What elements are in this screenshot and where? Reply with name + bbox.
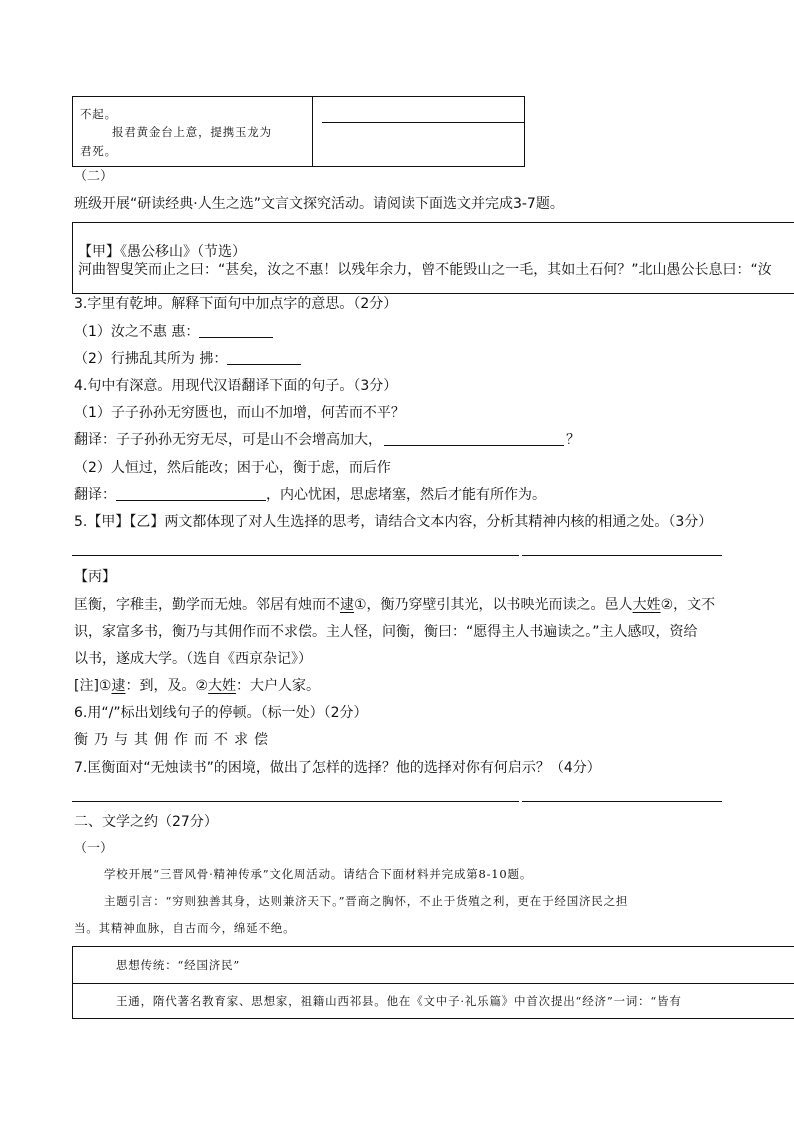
q7-heading: 7.匡衡面对“无烛读书”的困境，做出了怎样的选择？他的选择对你有何启示？（4分） xyxy=(74,760,601,776)
top-table-line1: 不起。 xyxy=(80,107,117,121)
note-underlined-dai: 逮 xyxy=(111,678,126,694)
top-table-divider xyxy=(312,96,313,167)
q3-item-1-text: （1）汝之不惠 惠： xyxy=(74,324,200,340)
bing-line-2: 识，家富多书，衡乃与其佣作而不求偿。主人怪，问衡，衡曰：“愿得主人书遍读之。”主人感叹，资给 xyxy=(74,624,698,640)
q4-item-1-translation xyxy=(74,430,580,450)
q3-item-1 xyxy=(74,322,273,342)
bing-text: ①，衡乃穿壁引其光，以书映光而读之。邑人 xyxy=(354,597,633,613)
section-label: （二） xyxy=(74,169,114,184)
part2-title: 二、文学之约（27分） xyxy=(74,814,218,830)
top-table-answer-line[interactable] xyxy=(322,122,524,123)
jia-title: 【甲】《愚公移山》（节选） xyxy=(78,244,246,260)
part2-quote-line2: 当。其精神血脉，自古而今，绵延不绝。 xyxy=(74,921,296,935)
q3-item-1-blank[interactable] xyxy=(199,323,273,338)
q6-heading: 6.用“/”标出划线句子的停顿。（标一处）（2分） xyxy=(74,705,368,721)
jia-text: 河曲智叟笑而止之曰：“甚矣，汝之不惠！以残年余力，曾不能毁山之一毛，其如土石何？”北山愚公长息曰：“汝 xyxy=(78,262,772,278)
q4-item-1-translation-end: ？ xyxy=(566,432,580,448)
q5-answer-line-2[interactable] xyxy=(522,555,722,556)
q7-answer-line-1[interactable] xyxy=(72,801,519,802)
bing-note xyxy=(74,676,320,696)
q4-item-1-translation-text: 翻译：子子孙孙无穷无尽，可是山不会增高加大， xyxy=(74,432,382,448)
q4-item-1-blank[interactable] xyxy=(384,431,564,446)
part2-quote-line1: 主题引言：“穷则独善其身，达则兼济天下。”晋商之胸怀，不止于货殖之利，更在于经国济民之担 xyxy=(104,894,629,908)
q5-heading: 5.【甲】【乙】两文都体现了对人生选择的思考，请结合文本内容，分析其精神内核的相通之处。（3分） xyxy=(74,514,713,530)
q4-item-2-translation-start: 翻译： xyxy=(74,487,116,503)
q3-item-2-blank[interactable] xyxy=(227,350,301,365)
tradition-title: 思想传统：“经国济民” xyxy=(116,958,241,972)
top-table-line2: 报君黄金台上意，提携玉龙为 xyxy=(112,125,272,139)
bing-underlined-dai: 逮 xyxy=(340,597,354,613)
q5-answer-line-1[interactable] xyxy=(72,555,519,556)
q4-item-2-translation xyxy=(74,485,546,505)
top-table-line3: 君死。 xyxy=(80,144,117,158)
bing-text: 匡衡，字稚圭，勤学而无烛。邻居有烛而不 xyxy=(74,597,340,613)
bing-title: 【丙】 xyxy=(74,569,116,585)
note-underlined-daxing: 大姓 xyxy=(208,678,237,694)
q4-item-2-blank[interactable] xyxy=(116,486,266,501)
bing-text: ②，文不 xyxy=(660,597,716,613)
bing-line-3: 以书，遂成大学。（选自《西京杂记》） xyxy=(74,651,312,667)
q4-heading: 4.句中有深意。用现代汉语翻译下面的句子。（3分） xyxy=(74,378,398,394)
note-text: ：大户人家。 xyxy=(236,678,321,694)
note-text: ：到，及。② xyxy=(125,678,209,694)
q4-item-2-translation-text: ，内心忧困，思虑堵塞，然后才能有所作为。 xyxy=(266,487,546,503)
q3-item-2-text: （2）行拂乱其所为 拂： xyxy=(74,351,228,367)
q7-answer-line-2[interactable] xyxy=(522,801,722,802)
q3-item-2 xyxy=(74,349,301,369)
tradition-box-divider xyxy=(72,983,794,984)
q3-heading: 3.字里有乾坤。解释下面句中加点字的意思。（2分） xyxy=(74,296,398,312)
part2-intro: 学校开展“三晋风骨·精神传承”文化周活动。请结合下面材料并完成第8-10题。 xyxy=(104,867,533,881)
tradition-text: 王通，隋代著名教育家、思想家，祖籍山西祁县。他在《文中子·礼乐篇》中首次提出“经济”一词：“皆有 xyxy=(116,994,682,1008)
part2-label: （一） xyxy=(74,841,114,856)
bing-underlined-daxing: 大姓 xyxy=(632,597,661,613)
q4-item-2: （2）人恒过，然后能改；困于心，衡于虑，而后作 xyxy=(74,460,391,476)
section-intro: 班级开展“研读经典·人生之选”文言文探究活动。请阅读下面选文并完成3-7题。 xyxy=(74,196,564,212)
q6-sentence[interactable]: 衡乃与其佣作而不求偿 xyxy=(74,732,274,748)
note-text: [注]① xyxy=(74,678,112,694)
q4-item-1: （1）子子孙孙无穷匮也，而山不加增，何苦而不平？ xyxy=(74,405,405,421)
bing-line-1 xyxy=(74,595,715,615)
